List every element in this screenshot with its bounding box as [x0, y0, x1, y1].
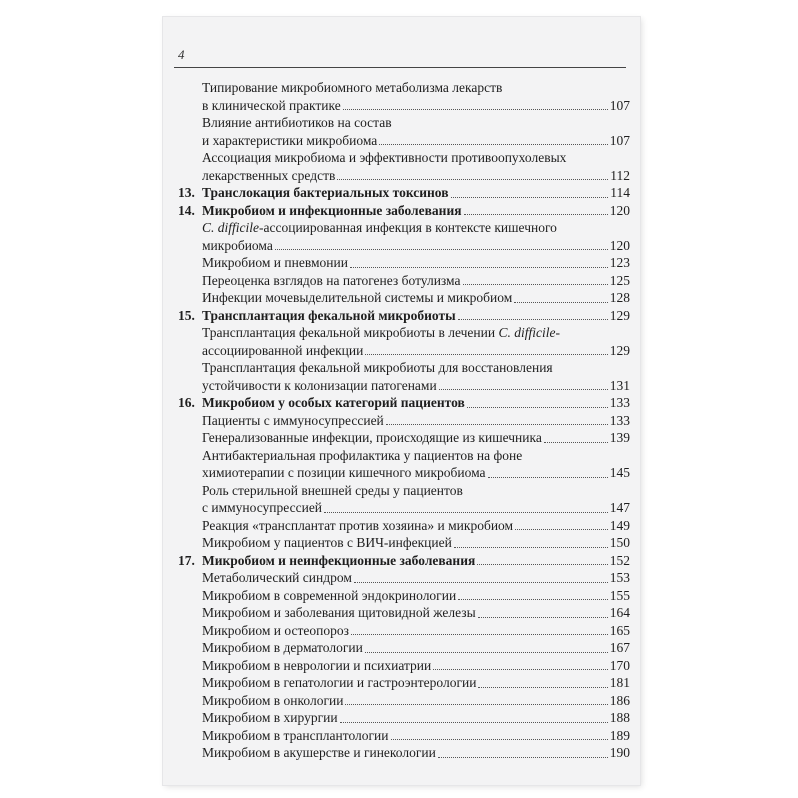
toc-line	[178, 149, 630, 167]
toc-line	[178, 202, 630, 220]
toc-section-entry	[178, 114, 630, 149]
toc-entry-title: Микробиом в современной эндокринологии	[202, 587, 457, 603]
toc-entry-title: Трансплантация фекальной микробиоты для восстановления	[202, 360, 553, 375]
toc-leader-dots	[464, 213, 608, 215]
toc-line	[178, 709, 630, 727]
toc-line	[178, 97, 630, 115]
toc-page-number: 120	[609, 202, 630, 218]
toc-entry-title: Микробиом и инфекционные заболевания	[202, 202, 462, 218]
toc-page-number: 123	[609, 255, 630, 270]
toc-page-number: 186	[609, 692, 630, 708]
toc-entry-title: Роль стерильной внешней среды у пациентов	[202, 482, 463, 498]
toc-page-number: 149	[609, 517, 630, 533]
toc-entry-title: Инфекции мочевыделительной системы и микробиом	[202, 290, 513, 305]
toc-line	[178, 307, 630, 325]
toc-chapter-entry	[178, 552, 630, 570]
toc-line	[178, 132, 630, 150]
toc-section-entry	[178, 709, 630, 727]
toc-section-entry	[178, 517, 630, 535]
toc-line	[178, 744, 630, 762]
toc-leader-dots	[365, 353, 607, 355]
toc-section-entry	[178, 447, 630, 482]
toc-chapter-entry	[178, 394, 630, 412]
toc-leader-dots	[544, 441, 608, 443]
toc-page-number: 139	[609, 430, 630, 445]
toc-section-entry	[178, 429, 630, 447]
toc-page-number: 129	[609, 307, 630, 323]
page-number: 4	[178, 47, 185, 62]
toc-leader-dots	[488, 476, 608, 478]
toc-page-number: 189	[609, 727, 630, 743]
toc-page-number: 145	[609, 465, 630, 480]
toc-section-entry	[178, 254, 630, 272]
toc-leader-dots	[433, 668, 608, 670]
toc-entry-title: Микробиом в дерматологии	[202, 640, 363, 655]
toc-entry-title: Пациенты с иммуносупрессией	[202, 412, 384, 428]
toc-line	[178, 639, 630, 657]
toc-entry-title: Транслокация бактериальных токсинов	[202, 185, 449, 200]
toc-section-entry	[178, 639, 630, 657]
toc-chapter-number: 17.	[178, 552, 195, 568]
toc-section-entry	[178, 744, 630, 762]
toc-line	[178, 184, 630, 202]
toc-page-number: 133	[609, 412, 630, 428]
toc-line	[178, 167, 630, 185]
toc-section-entry	[178, 272, 630, 290]
toc-leader-dots	[343, 108, 608, 110]
toc-entry-title: и характеристики микробиома	[202, 132, 378, 148]
toc-line	[178, 447, 630, 465]
toc-leader-dots	[350, 266, 608, 268]
toc-page-number: 120	[609, 237, 630, 253]
toc-section-entry	[178, 674, 630, 692]
toc-line	[178, 394, 630, 412]
toc-page-number: 190	[609, 745, 630, 760]
toc-line	[178, 499, 630, 517]
toc-line	[178, 482, 630, 500]
toc-chapter-entry	[178, 307, 630, 325]
toc-leader-dots	[439, 388, 608, 390]
toc-section-entry	[178, 727, 630, 745]
toc-line	[178, 657, 630, 675]
toc-section-entry	[178, 79, 630, 114]
toc-entry-title: Переоценка взглядов на патогенез ботулизма	[202, 272, 461, 288]
toc-section-entry	[178, 359, 630, 394]
toc-entry-title: с иммуносупрессией	[202, 500, 323, 515]
toc-entry-title: Микробиом в хирургии	[202, 710, 338, 725]
toc-page-number: 114	[610, 185, 630, 200]
toc-leader-dots	[477, 563, 607, 565]
toc-page-number: 167	[609, 640, 630, 655]
toc-line	[178, 692, 630, 710]
toc-leader-dots	[324, 511, 608, 513]
toc-entry-title: ассоциированной инфекции	[202, 342, 364, 358]
toc-entry-title: Микробиом и неинфекционные заболевания	[202, 552, 476, 568]
toc-leader-dots	[365, 651, 608, 653]
toc-line	[178, 464, 630, 482]
toc-entry-title: Микробиом в неврологии и психиатрии	[202, 657, 432, 673]
toc-leader-dots	[438, 756, 608, 758]
toc-section-entry	[178, 289, 630, 307]
toc-leader-dots	[515, 528, 608, 530]
toc-entry-title: в клинической практике	[202, 97, 341, 113]
toc-page-number: 152	[609, 552, 630, 568]
toc-page-number: 129	[609, 342, 630, 358]
toc-page-number: 188	[609, 710, 630, 725]
toc-entry-title: микробиома	[202, 237, 273, 253]
toc-leader-dots	[354, 581, 608, 583]
toc-section-entry	[178, 534, 630, 552]
toc-line	[178, 429, 630, 447]
toc-leader-dots	[351, 633, 608, 635]
toc-line	[178, 359, 630, 377]
toc-line	[178, 377, 630, 395]
toc-line	[178, 552, 630, 570]
toc-page-number: 150	[609, 535, 630, 550]
toc-line	[178, 289, 630, 307]
toc-section-entry	[178, 219, 630, 254]
toc-line	[178, 674, 630, 692]
toc-page-number: 128	[609, 290, 630, 305]
toc-line	[178, 412, 630, 430]
toc-chapter-number: 16.	[178, 395, 195, 410]
toc-section-entry	[178, 482, 630, 517]
toc-section-entry	[178, 149, 630, 184]
toc-leader-dots	[478, 686, 607, 688]
toc-line	[178, 727, 630, 745]
toc-line	[178, 237, 630, 255]
toc-chapter-number: 14.	[178, 202, 195, 218]
toc-line	[178, 254, 630, 272]
toc-entry-title: Типирование микробиомного метаболизма лекарств	[202, 80, 503, 95]
toc-line	[178, 342, 630, 360]
toc-page-number: 165	[609, 622, 630, 638]
toc-line	[178, 534, 630, 552]
toc-entry-title: Генерализованные инфекции, происходящие из кишечника	[202, 430, 542, 445]
toc-line	[178, 324, 630, 342]
toc-line	[178, 114, 630, 132]
table-of-contents	[178, 79, 630, 762]
toc-entry-title: Микробиом в трансплантологии	[202, 727, 389, 743]
toc-entry-title: Антибактериальная профилактика у пациентов на фоне	[202, 447, 523, 463]
toc-section-entry	[178, 692, 630, 710]
toc-entry-title: Микробиом у пациентов с ВИЧ-инфекцией	[202, 535, 452, 550]
toc-leader-dots	[478, 616, 608, 618]
toc-section-entry	[178, 412, 630, 430]
toc-section-entry	[178, 324, 630, 359]
toc-entry-title: Влияние антибиотиков на состав	[202, 115, 392, 130]
toc-leader-dots	[451, 196, 609, 198]
toc-leader-dots	[458, 598, 608, 600]
toc-entry-title: Метаболический синдром	[202, 570, 352, 585]
toc-leader-dots	[463, 283, 608, 285]
toc-entry-title: лекарственных средств	[202, 167, 336, 183]
toc-line	[178, 219, 630, 237]
toc-entry-title: Микробиом у особых категорий пациентов	[202, 395, 465, 410]
toc-page-number: 125	[609, 272, 630, 288]
toc-page-number: 131	[609, 377, 630, 393]
toc-entry-title: Трансплантация фекальной микробиоты в лечении C. difficile-	[202, 325, 560, 340]
toc-page-number: 107	[609, 132, 630, 148]
toc-entry-title: Реакция «трансплантат против хозяина» и микробиом	[202, 517, 514, 533]
toc-page-number: 170	[609, 657, 630, 673]
toc-leader-dots	[275, 248, 608, 250]
toc-leader-dots	[386, 423, 608, 425]
toc-page-number: 147	[609, 500, 630, 515]
header-rule	[174, 67, 626, 68]
toc-line	[178, 79, 630, 97]
toc-section-entry	[178, 569, 630, 587]
toc-entry-title: Микробиом в акушерстве и гинекологии	[202, 745, 436, 760]
toc-leader-dots	[514, 301, 607, 303]
toc-leader-dots	[337, 178, 608, 180]
toc-entry-title: Микробиом в онкологии	[202, 692, 344, 708]
toc-page-number: 112	[610, 167, 630, 183]
toc-entry-title: Ассоциация микробиома и эффективности противоопухолевых	[202, 150, 567, 165]
toc-entry-title: Трансплантация фекальной микробиоты	[202, 307, 456, 323]
toc-leader-dots	[345, 703, 607, 705]
toc-line	[178, 587, 630, 605]
toc-chapter-entry	[178, 184, 630, 202]
toc-line	[178, 604, 630, 622]
toc-chapter-entry	[178, 202, 630, 220]
toc-page-number: 155	[609, 587, 630, 603]
toc-page-number: 133	[609, 395, 630, 410]
toc-entry-title: Микробиом и заболевания щитовидной железы	[202, 605, 476, 620]
toc-line	[178, 622, 630, 640]
toc-section-entry	[178, 657, 630, 675]
toc-entry-title: Микробиом и пневмонии	[202, 255, 348, 270]
toc-entry-title: Микробиом в гепатологии и гастроэнтерологии	[202, 675, 477, 690]
toc-leader-dots	[458, 318, 608, 320]
toc-entry-title: устойчивости к колонизации патогенами	[202, 377, 437, 393]
toc-entry-title: химиотерапии с позиции кишечного микробиома	[202, 465, 486, 480]
toc-section-entry	[178, 622, 630, 640]
toc-leader-dots	[454, 546, 608, 548]
toc-section-entry	[178, 604, 630, 622]
toc-line	[178, 569, 630, 587]
toc-line	[178, 272, 630, 290]
toc-leader-dots	[467, 406, 608, 408]
toc-section-entry	[178, 587, 630, 605]
toc-page-number: 181	[609, 675, 630, 690]
toc-leader-dots	[340, 721, 608, 723]
toc-chapter-number: 13.	[178, 185, 195, 200]
toc-page-number: 164	[609, 605, 630, 620]
toc-leader-dots	[379, 143, 607, 145]
toc-page-number: 107	[609, 97, 630, 113]
toc-line	[178, 517, 630, 535]
toc-entry-title: C. difficile-ассоциированная инфекция в контексте кишечного	[202, 220, 557, 235]
toc-leader-dots	[391, 738, 608, 740]
toc-chapter-number: 15.	[178, 307, 195, 323]
toc-page-number: 153	[609, 570, 630, 585]
toc-entry-title: Микробиом и остеопороз	[202, 622, 349, 638]
